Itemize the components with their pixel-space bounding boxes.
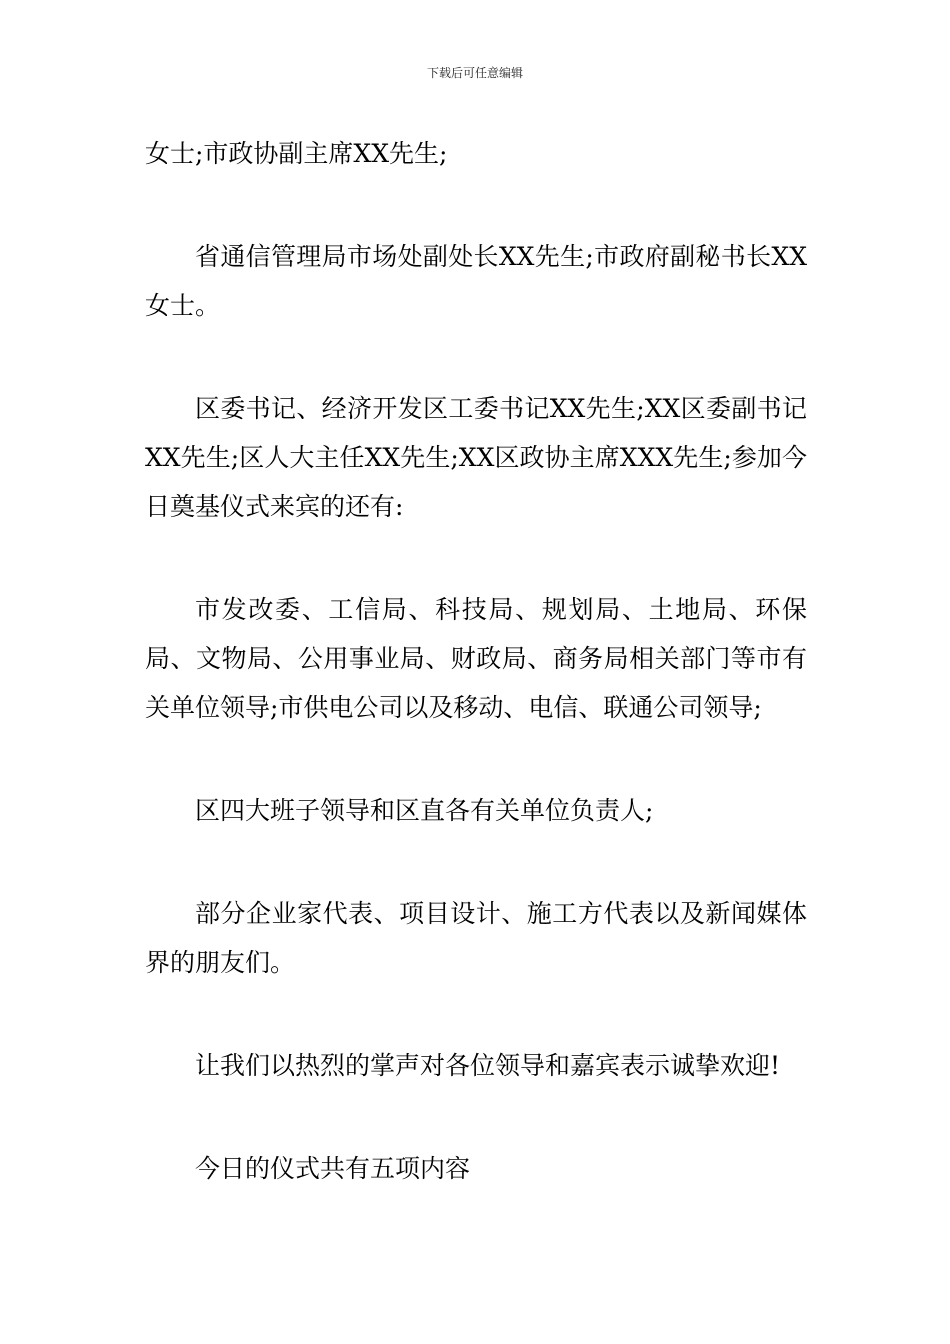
document-body bbox=[145, 129, 807, 1247]
paragraph-1: 女士;市政协副主席XX先生; bbox=[145, 139, 448, 168]
paragraph-4: 市发改委、工信局、科技局、规划局、土地局、环保局、文物局、公用事业局、财政局、商务局相关部门等市有关单位领导;市供电公司以及移动、电信、联通公司领导; bbox=[145, 595, 807, 722]
paragraph-7: 让我们以热烈的掌声对各位领导和嘉宾表示诚挚欢迎! bbox=[195, 1051, 781, 1080]
paragraph-8: 今日的仪式共有五项内容 bbox=[195, 1154, 471, 1183]
paragraph-5: 区四大班子领导和区直各有关单位负责人; bbox=[195, 796, 654, 825]
page-header-note: 下载后可任意编辑 bbox=[426, 66, 523, 80]
paragraph-3: 区委书记、经济开发区工委书记XX先生;XX区委副书记XX先生;区人大主任XX先生;XX区政协主席XXX先生;参加今日奠基仪式来宾的还有: bbox=[145, 394, 807, 521]
paragraph-6: 部分企业家代表、项目设计、施工方代表以及新闻媒体界的朋友们。 bbox=[145, 899, 807, 977]
paragraph-2: 省通信管理局市场处副处长XX先生;市政府副秘书长XX女士。 bbox=[145, 242, 807, 320]
